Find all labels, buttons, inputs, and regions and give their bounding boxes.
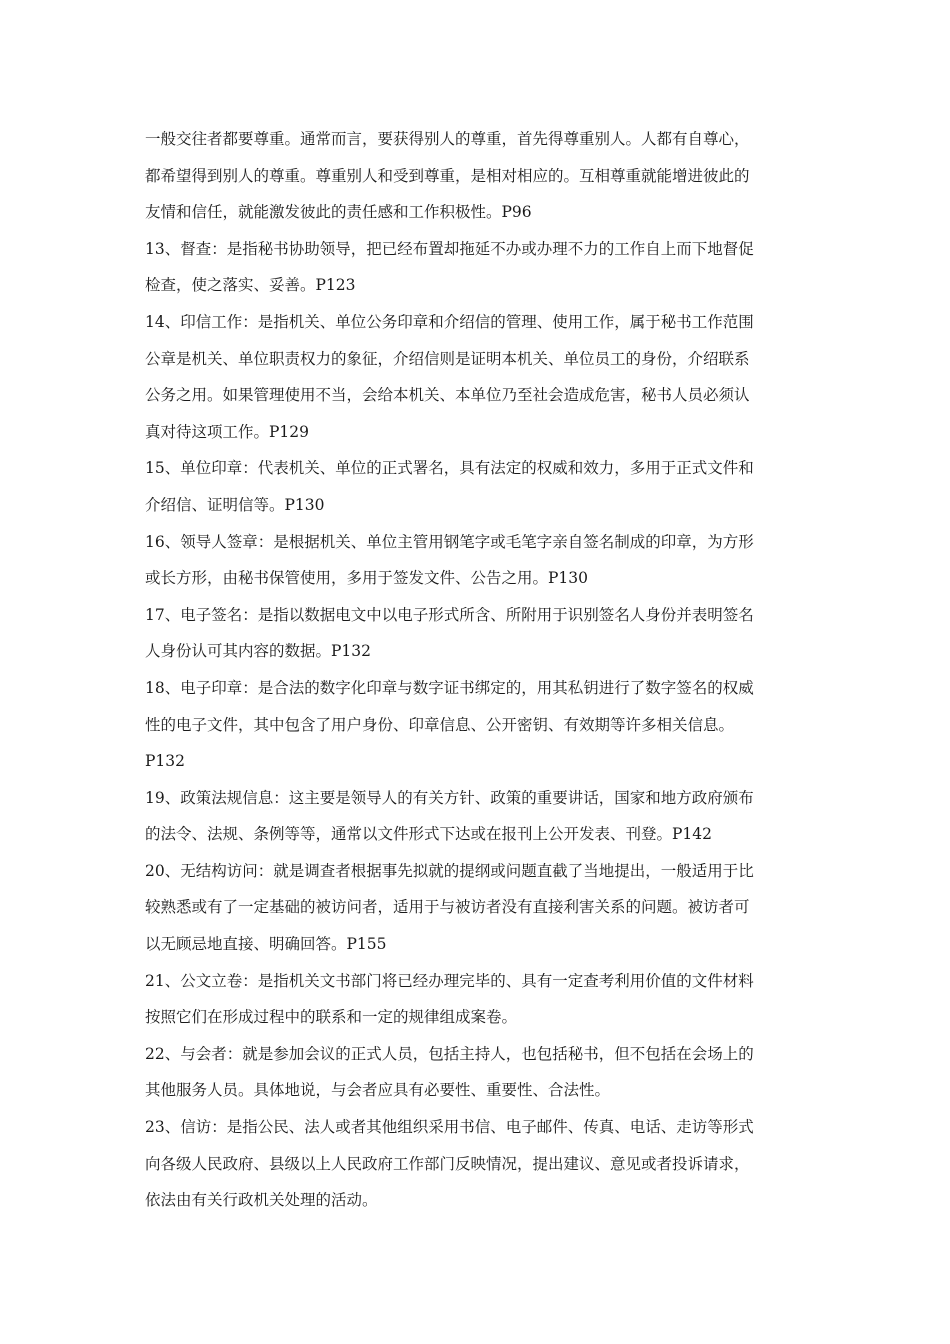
- text-line: 或长方形，由秘书保管使用，多用于签发文件、公告之用。P130: [145, 569, 589, 588]
- text-line: 15、单位印章：代表机关、单位的正式署名，具有法定的权威和效力，多用于正式文件和: [145, 459, 754, 478]
- text-line: 16、领导人签章：是根据机关、单位主管用钢笔字或毛笔字亲自签名制成的印章，为方形: [145, 532, 754, 551]
- text-line: 14、印信工作：是指机关、单位公务印章和介绍信的管理、使用工作，属于秘书工作范围: [145, 312, 754, 331]
- text-line: 19、政策法规信息：这主要是领导人的有关方针、政策的重要讲话，国家和地方政府颁布: [145, 788, 754, 807]
- text-line: 向各级人民政府、县级以上人民政府工作部门反映情况，提出建议、意见或者投诉请求，: [145, 1154, 750, 1173]
- text-line: 18、电子印章：是合法的数字化印章与数字证书绑定的，用其私钥进行了数字签名的权威: [145, 678, 754, 697]
- text-line: 13、督查：是指秘书协助领导，把已经布置却拖延不办或办理不力的工作自上而下地督促: [145, 239, 754, 258]
- text-line: 一般交往者都要尊重。通常而言，要获得别人的尊重，首先得尊重别人。人都有自尊心，: [145, 130, 750, 148]
- text-line: 公务之用。如果管理使用不当，会给本机关、本单位乃至社会造成危害，秘书人员必须认: [145, 386, 750, 405]
- text-line: P132: [145, 752, 186, 771]
- text-line: 按照它们在形成过程中的联系和一定的规律组成案卷。: [145, 1008, 518, 1027]
- text-line: 20、无结构访问：就是调查者根据事先拟就的提纲或问题直截了当地提出，一般适用于比: [145, 861, 754, 880]
- text-line: 的法令、法规、条例等等，通常以文件形式下达或在报刊上公开发表、刊登。P142: [145, 825, 713, 844]
- text-line: 都希望得到别人的尊重。尊重别人和受到尊重，是相对相应的。互相尊重就能增进彼此的: [145, 166, 750, 185]
- text-line: 介绍信、证明信等。P130: [145, 495, 325, 514]
- text-line: 17、电子签名：是指以数据电文中以电子形式所含、所附用于识别签名人身份并表明签名: [145, 605, 754, 624]
- text-line: 人身份认可其内容的数据。P132: [145, 642, 372, 661]
- text-line: 21、公文立卷：是指机关文书部门将已经办理完毕的、具有一定查考利用价值的文件材料: [145, 971, 754, 990]
- text-line: 依法由有关行政机关处理的活动。: [145, 1191, 378, 1210]
- text-line: 友情和信任，就能激发彼此的责任感和工作积极性。P96: [145, 203, 532, 222]
- text-line: 较熟悉或有了一定基础的被访问者，适用于与被访者没有直接利害关系的问题。被访者可: [145, 898, 750, 917]
- text-line: 以无顾忌地直接、明确回答。P155: [145, 935, 387, 954]
- text-line: 其他服务人员。具体地说，与会者应具有必要性、重要性、合法性。: [145, 1081, 611, 1100]
- text-line: 公章是机关、单位职责权力的象征，介绍信则是证明本机关、单位员工的身份，介绍联系: [145, 349, 750, 368]
- text-line: 22、与会者：就是参加会议的正式人员，包括主持人，也包括秘书，但不包括在会场上的: [145, 1044, 754, 1063]
- document-body: [145, 121, 825, 1219]
- text-line: 真对待这项工作。P129: [145, 422, 310, 441]
- text-line: 性的电子文件，其中包含了用户身份、印章信息、公开密钥、有效期等许多相关信息。: [145, 715, 735, 734]
- text-line: 23、信访：是指公民、法人或者其他组织采用书信、电子邮件、传真、电话、走访等形式: [145, 1118, 754, 1137]
- text-line: 检查，使之落实、妥善。P123: [145, 276, 356, 295]
